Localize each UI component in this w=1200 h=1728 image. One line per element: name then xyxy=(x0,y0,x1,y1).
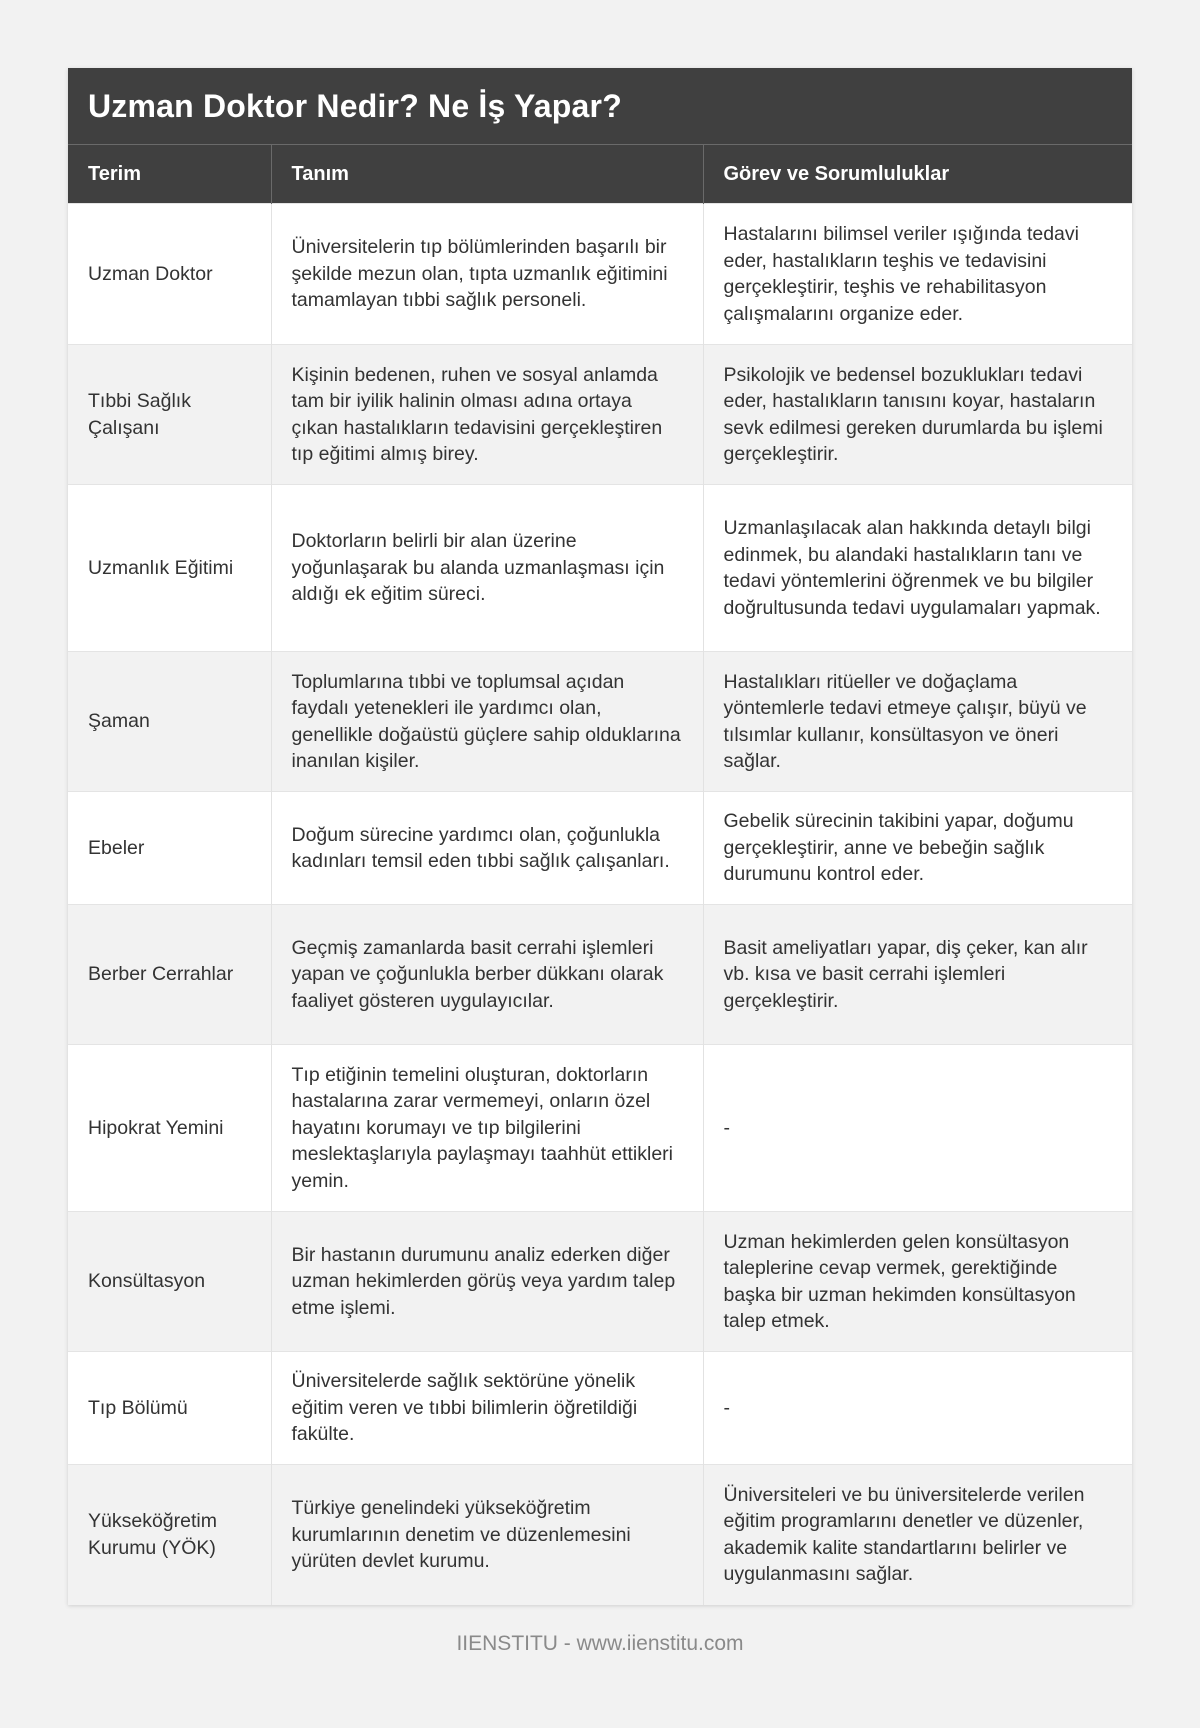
terms-table xyxy=(68,144,1132,1605)
duties-cell: Uzman hekimlerden gelen konsültasyon taleplerine cevap vermek, gerektiğinde başka bir uzman hekimden konsültasyon talep etmek. xyxy=(703,1212,1132,1352)
table-row xyxy=(68,1352,1132,1465)
definition-cell: Geçmiş zamanlarda basit cerrahi işlemleri yapan ve çoğunlukla berber dükkanı olarak faaliyet gösteren uygulayıcılar. xyxy=(271,905,703,1045)
page-title: Uzman Doktor Nedir? Ne İş Yapar? xyxy=(88,87,622,124)
definition-cell: Bir hastanın durumunu analiz ederken diğer uzman hekimlerden görüş veya yardım talep etme işlemi. xyxy=(271,1212,703,1352)
table-row xyxy=(68,204,1132,345)
definition-cell: Toplumlarına tıbbi ve toplumsal açıdan faydalı yetenekleri ile yardımcı olan, genellikle doğaüstü güçlere sahip olduklarına inanılan kişiler. xyxy=(271,652,703,792)
table-row xyxy=(68,652,1132,792)
title-bar xyxy=(68,68,1132,144)
definition-cell: Üniversitelerde sağlık sektörüne yönelik eğitim veren ve tıbbi bilimlerin öğretildiği fakülte. xyxy=(271,1352,703,1465)
term-cell: Ebeler xyxy=(68,792,271,905)
table-row xyxy=(68,792,1132,905)
table-row xyxy=(68,1465,1132,1605)
duties-cell: Hastalarını bilimsel veriler ışığında tedavi eder, hastalıkların teşhis ve tedavisini gerçekleştirir, teşhis ve rehabilitasyon çalışmalarını organize eder. xyxy=(703,204,1132,345)
term-cell: Uzmanlık Eğitimi xyxy=(68,485,271,652)
definition-cell: Doktorların belirli bir alan üzerine yoğunlaşarak bu alanda uzmanlaşması için aldığı ek eğitim süreci. xyxy=(271,485,703,652)
term-cell: Berber Cerrahlar xyxy=(68,905,271,1045)
duties-cell: Uzmanlaşılacak alan hakkında detaylı bilgi edinmek, bu alandaki hastalıkların tanı ve tedavi yöntemlerini öğrenmek ve bu bilgiler doğrultusunda tedavi uygulamaları yapmak. xyxy=(703,485,1132,652)
duties-cell: - xyxy=(703,1045,1132,1212)
term-cell: Şaman xyxy=(68,652,271,792)
table-row xyxy=(68,1045,1132,1212)
term-cell: Hipokrat Yemini xyxy=(68,1045,271,1212)
column-header-duties: Görev ve Sorumluluklar xyxy=(703,145,1132,204)
definition-cell: Kişinin bedenen, ruhen ve sosyal anlamda tam bir iyilik halinin olması adına ortaya çıkan hastalıkların tedavisini gerçekleştiren tıp eğitimi almış birey. xyxy=(271,345,703,485)
table-row xyxy=(68,905,1132,1045)
table-card xyxy=(68,68,1132,1605)
duties-cell: Psikolojik ve bedensel bozuklukları tedavi eder, hastalıkların tanısını koyar, hastaların sevk edilmesi gereken durumlarda bu işlemi gerçekleştirir. xyxy=(703,345,1132,485)
definition-cell: Türkiye genelindeki yükseköğretim kurumlarının denetim ve düzenlemesini yürüten devlet kurumu. xyxy=(271,1465,703,1605)
table-row xyxy=(68,345,1132,485)
table-row xyxy=(68,1212,1132,1352)
term-cell: Uzman Doktor xyxy=(68,204,271,345)
column-header-definition: Tanım xyxy=(271,145,703,204)
duties-cell: Hastalıkları ritüeller ve doğaçlama yöntemlerle tedavi etmeye çalışır, büyü ve tılsımlar kullanır, konsültasyon ve öneri sağlar. xyxy=(703,652,1132,792)
definition-cell: Doğum sürecine yardımcı olan, çoğunlukla kadınları temsil eden tıbbi sağlık çalışanları. xyxy=(271,792,703,905)
table-row xyxy=(68,485,1132,652)
definition-cell: Tıp etiğinin temelini oluşturan, doktorların hastalarına zarar vermemeyi, onların özel hayatını korumayı ve tıp bilgilerini meslektaşlarıyla paylaşmayı taahhüt ettikleri yemin. xyxy=(271,1045,703,1212)
column-header-term: Terim xyxy=(68,145,271,204)
duties-cell: - xyxy=(703,1352,1132,1465)
header-row xyxy=(68,145,1132,204)
term-cell: Yükseköğretim Kurumu (YÖK) xyxy=(68,1465,271,1605)
duties-cell: Gebelik sürecinin takibini yapar, doğumu gerçekleştirir, anne ve bebeğin sağlık durumunu kontrol eder. xyxy=(703,792,1132,905)
term-cell: Tıp Bölümü xyxy=(68,1352,271,1465)
definition-cell: Üniversitelerin tıp bölümlerinden başarılı bir şekilde mezun olan, tıpta uzmanlık eğitimini tamamlayan tıbbi sağlık personeli. xyxy=(271,204,703,345)
duties-cell: Üniversiteleri ve bu üniversitelerde verilen eğitim programlarını denetler ve düzenler, akademik kalite standartlarını belirler ve uygulanmasını sağlar. xyxy=(703,1465,1132,1605)
duties-cell: Basit ameliyatları yapar, diş çeker, kan alır vb. kısa ve basit cerrahi işlemleri gerçekleştirir. xyxy=(703,905,1132,1045)
term-cell: Konsültasyon xyxy=(68,1212,271,1352)
footer-credit: IIENSTITU - www.iienstitu.com xyxy=(456,1632,744,1655)
term-cell: Tıbbi Sağlık Çalışanı xyxy=(68,345,271,485)
